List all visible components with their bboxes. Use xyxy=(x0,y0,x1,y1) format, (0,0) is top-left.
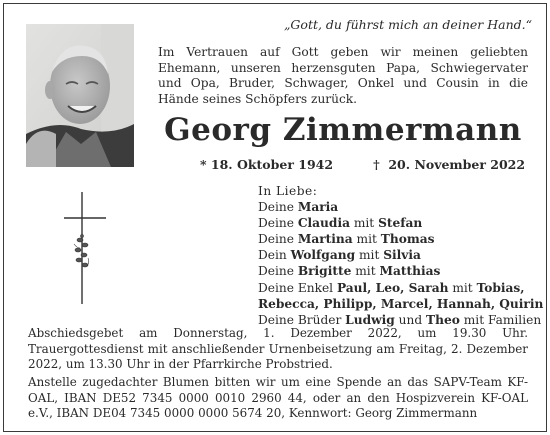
family-line xyxy=(258,199,543,215)
family-text: Deine xyxy=(258,264,298,279)
family-text: Deine xyxy=(258,232,298,247)
bible-quote: „Gott, du führst mich an deiner Hand.“ xyxy=(283,17,532,32)
family-text: Tobias, xyxy=(476,280,525,295)
donation-info: Anstelle zugedachter Blumen bitten wir um eine Spende an das SAPV-Team KF-OAL, IBAN DE52 7345 0000 0010 2960 44, oder an den Hospizverein KF-OAL e.V., IBAN DE04 7345 0000 0000 5674 20, Kennwort: Georg Zimmermann xyxy=(28,375,528,421)
portrait-photo xyxy=(26,24,134,167)
family-text: Deine xyxy=(258,200,298,215)
family-line xyxy=(258,280,543,296)
family-line xyxy=(258,296,543,312)
family-list xyxy=(258,183,543,328)
family-text: Martina xyxy=(297,232,353,247)
family-text: Brigitte xyxy=(297,264,352,279)
farewell-info: Abschiedsgebet am Donnerstag, 1. Dezember 2022, um 19.30 Uhr. Trauergottesdienst mit anschließender Urnenbeisetzung am Freitag, 2. Dezember 2022, um 13.30 Uhr in der Pfarrkirche Probstried. xyxy=(28,326,528,372)
family-text: Matthias xyxy=(379,264,441,279)
family-text: Dein xyxy=(258,248,291,263)
family-text: Ludwig xyxy=(345,312,395,327)
family-text: mit xyxy=(355,248,384,263)
family-text: mit xyxy=(448,280,477,295)
family-text: Deine Enkel xyxy=(258,280,337,295)
family-text: Maria xyxy=(297,200,339,215)
family-line xyxy=(258,231,543,247)
deceased-name: Georg Zimmermann xyxy=(164,112,522,148)
family-text: und xyxy=(394,312,427,327)
family-text: Thomas xyxy=(380,232,435,247)
family-text: Theo xyxy=(426,312,460,327)
death-date: 20. November 2022 xyxy=(388,157,526,172)
family-lead: In Liebe: xyxy=(258,184,318,198)
portrait-illustration xyxy=(26,24,134,167)
family-text: Claudia xyxy=(297,216,350,231)
life-dates xyxy=(200,157,525,172)
family-text: mit Familien xyxy=(459,312,542,327)
birth-date: * 18. Oktober 1942 xyxy=(200,157,334,172)
death-symbol: † xyxy=(373,157,380,172)
family-text: Silvia xyxy=(383,248,421,263)
intro-text: Im Vertrauen auf Gott geben wir meinen geliebten Ehemann, unseren herzensguten Papa, Schwiegervater und Opa, Bruder, Schwager, Onkel und Cousin in die Hände seines Schöpfers zurück. xyxy=(158,45,528,106)
family-line xyxy=(258,215,543,231)
family-text: Stefan xyxy=(378,216,423,231)
family-line xyxy=(258,247,543,263)
family-text: Deine Brüder xyxy=(258,312,346,327)
family-text: mit xyxy=(351,264,380,279)
family-text: Paul, Leo, Sarah xyxy=(336,280,449,295)
family-text: Rebecca, Philipp, Marcel, Hannah, Quirin xyxy=(258,296,544,311)
family-line xyxy=(258,263,543,279)
family-text: Deine xyxy=(258,216,298,231)
family-text: mit xyxy=(349,216,379,231)
cross-with-flowers-icon xyxy=(60,188,110,308)
family-text: Wolfgang xyxy=(290,248,356,263)
family-text: mit xyxy=(352,232,381,247)
